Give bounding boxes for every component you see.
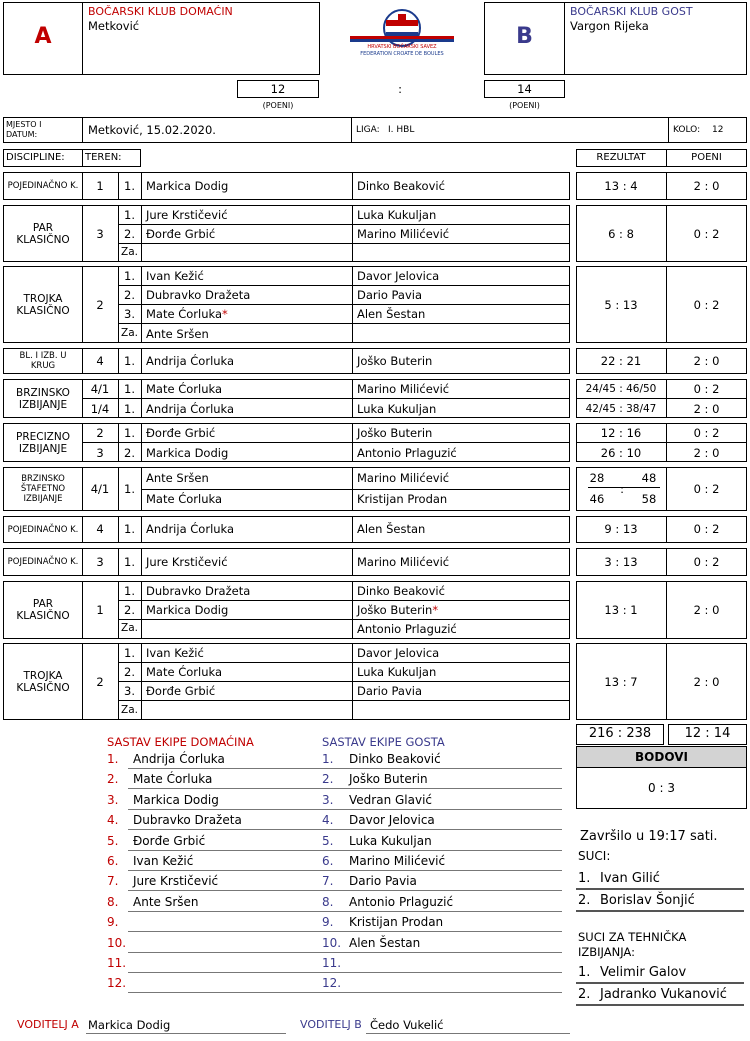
finished-time: Završilo u 19:17 sati.: [580, 829, 718, 844]
roster-player: Markica Dodig: [133, 792, 219, 807]
away-team-title: BOČARSKI KLUB GOST: [570, 5, 693, 18]
roster-underline: [128, 972, 345, 973]
leader-b-label: VODITELJ B: [300, 1018, 362, 1031]
divider: [118, 323, 570, 324]
match-result: 42/45 : 38/47: [585, 403, 657, 415]
divider: [118, 681, 570, 682]
roster-underline: [128, 768, 345, 769]
away-points-caption: (POENI): [509, 101, 540, 110]
judges-label: SUCI:: [578, 849, 611, 863]
court-number: 4/1: [90, 482, 110, 496]
player-number: 1.: [124, 382, 135, 396]
roster-number: 10.: [107, 935, 127, 950]
home-player: Ante Sršen: [146, 471, 209, 485]
divider: [118, 243, 570, 244]
match-points: 0 : 2: [693, 522, 720, 536]
roster-underline: [128, 952, 345, 953]
player-number: 1.: [124, 584, 135, 598]
roster-number: 8.: [322, 894, 334, 909]
points-separator: :: [398, 82, 402, 96]
divider: [118, 662, 570, 663]
match-points: 2 : 0: [693, 675, 720, 689]
roster-number: 2.: [322, 772, 334, 787]
roster-player: Dinko Beaković: [349, 752, 441, 766]
divider: [352, 516, 353, 543]
court-number: 2: [96, 426, 104, 440]
relay-score-home-1: 28: [589, 471, 605, 485]
home-player: Jure Krstičević: [146, 555, 228, 569]
roster-number: 12.: [107, 976, 127, 991]
roster-underline: [344, 972, 562, 973]
leader-a-underline: [86, 1033, 286, 1034]
home-roster-title: SASTAV EKIPE DOMAĆINA: [107, 735, 254, 749]
roster-number: 5.: [107, 833, 119, 848]
divider: [141, 489, 570, 490]
roster-underline: [128, 850, 345, 851]
judge-1-number: 1.: [578, 871, 591, 886]
away-player: Luka Kukuljan: [357, 402, 437, 416]
roster-player: Ante Sršen: [133, 894, 199, 909]
relay-score-away-2: 58: [641, 492, 657, 506]
away-team-name: Vargon Rijeka: [570, 19, 649, 33]
judge-2-number: 2.: [578, 893, 591, 908]
home-player: Dubravko Dražeta: [146, 288, 251, 302]
away-player: [357, 603, 438, 617]
discipline-header: DISCIPLINE:: [6, 152, 65, 163]
logo-text-2: FEDERATION CROATE DE BOULES: [360, 51, 444, 57]
away-player: Kristijan Prodan: [357, 492, 448, 506]
match-result: 13 : 7: [604, 675, 638, 689]
divider: [118, 600, 570, 601]
substitution-mark: *: [432, 603, 439, 617]
roster-player: Antonio Prlaguzić: [349, 894, 454, 909]
away-player: Alen Šestan: [357, 307, 426, 321]
away-player: Marino Milićević: [357, 382, 450, 396]
court-number: 1: [96, 179, 104, 193]
discipline-label: TROJKA KLASIČNO: [16, 669, 70, 694]
roster-player: Andrija Ćorluka: [133, 752, 225, 766]
court-number: 4: [96, 354, 104, 368]
relay-separator: :: [620, 482, 624, 496]
bodovi-label: BODOVI: [577, 747, 746, 767]
round-label: KOLO:: [673, 125, 701, 135]
player-number: 3.: [124, 684, 135, 698]
tech-judges-label-1: SUCI ZA TEHNIČKA: [578, 930, 687, 944]
roster-number: 1.: [107, 752, 119, 766]
player-number: 1.: [124, 522, 135, 536]
player-number: 1.: [124, 482, 135, 496]
divider: [352, 172, 353, 200]
court-number: 4/1: [90, 382, 110, 396]
place-value: Metković, 15.02.2020.: [88, 123, 216, 137]
home-team-name: Metković: [88, 19, 140, 33]
match-points: 0 : 2: [693, 298, 720, 312]
divider: [141, 205, 142, 262]
judge-underline: [576, 910, 744, 912]
roster-number: 3.: [107, 792, 119, 807]
match-result: 9 : 13: [604, 522, 638, 536]
match-points: 2 : 0: [693, 603, 720, 617]
home-player: Ivan Kežić: [146, 269, 204, 283]
match-points: 2 : 0: [693, 402, 720, 416]
match-result: 26 : 10: [600, 446, 642, 460]
away-player: Marino Milićević: [357, 555, 450, 569]
divider: [82, 442, 570, 443]
home-player: Andrija Ćorluka: [146, 402, 235, 416]
court-number: 4: [96, 522, 104, 536]
away-player: Luka Kukuljan: [357, 665, 437, 679]
divider: [141, 172, 142, 200]
player-number: 1.: [124, 402, 135, 416]
court-number: 2: [96, 298, 104, 312]
roster-number: 3.: [322, 792, 334, 807]
match-result: 13 : 1: [604, 603, 638, 617]
match-result: 12 : 16: [600, 426, 642, 440]
away-player: Dinko Beaković: [357, 179, 445, 193]
roster-number: 10.: [322, 935, 342, 950]
discipline-label: PAR KLASIČNO: [16, 598, 70, 622]
divider: [576, 442, 747, 443]
match-points: 0 : 2: [693, 227, 720, 241]
roster-player: Kristijan Prodan: [349, 915, 444, 930]
roster-number: 6.: [322, 854, 334, 868]
divider: [576, 767, 747, 768]
home-points: 12: [270, 82, 286, 96]
roster-player: Vedran Glavić: [349, 792, 433, 807]
tech-judge-2: Jadranko Vukanović: [600, 987, 727, 1002]
discipline-label: BRZINSKO ŠTAFETNO IZBIJANJE: [20, 474, 66, 504]
player-number: 3.: [124, 307, 135, 321]
judge-underline: [576, 888, 744, 890]
roster-number: 2.: [107, 772, 119, 787]
away-player: Davor Jelovica: [357, 269, 440, 283]
tech-judge-1: Velimir Galov: [600, 965, 687, 980]
roster-number: 12.: [322, 976, 342, 991]
roster-player: Alen Šestan: [349, 935, 421, 950]
court-number: 2: [96, 675, 104, 689]
discipline-label: BL. I IZB. U KRUG: [19, 351, 67, 371]
roster-underline: [344, 809, 562, 810]
divider: [352, 348, 353, 374]
court-number: 1/4: [90, 402, 110, 416]
roster-number: 6.: [107, 854, 119, 868]
roster-number: 7.: [107, 874, 119, 889]
leader-a-label: VODITELJ A: [17, 1018, 79, 1031]
leader-a: Markica Dodig: [88, 1018, 171, 1032]
player-number: 2.: [124, 665, 135, 679]
player-number: Za.: [121, 246, 138, 258]
divider: [118, 285, 570, 286]
divider: [141, 516, 142, 543]
away-letter: B: [516, 24, 533, 49]
away-player: Antonio Prlaguzić: [357, 446, 457, 460]
roster-underline: [128, 931, 345, 932]
away-points: 14: [517, 82, 532, 96]
player-number: 1.: [124, 179, 135, 193]
discipline-label: BRZINSKO IZBIJANJE: [16, 386, 70, 411]
home-player: Markica Dodig: [146, 446, 229, 460]
away-player: Dinko Beaković: [357, 584, 445, 598]
divider: [141, 581, 142, 639]
roster-underline: [344, 911, 562, 912]
match-result: 5 : 13: [604, 298, 638, 312]
roster-player: Marino Milićević: [349, 854, 446, 868]
round-value: 12: [712, 125, 724, 135]
info-divider-2: [351, 117, 352, 143]
place-label: MJESTO I DATUM:: [6, 120, 42, 139]
roster-player: Davor Jelovica: [349, 813, 435, 828]
relay-score-home-2: 46: [589, 492, 605, 506]
home-player: Đorđe Grbić: [146, 227, 216, 241]
federation-logo: [346, 6, 458, 66]
away-player: Joško Buterin: [357, 426, 433, 440]
roster-number: 5.: [322, 833, 334, 848]
roster-number: 11.: [322, 956, 342, 970]
player-number: 1.: [124, 646, 135, 660]
player-name: Joško Buterin: [357, 603, 433, 617]
divider: [118, 304, 570, 305]
roster-player: Luka Kukuljan: [349, 833, 432, 848]
match-points: 0 : 2: [693, 482, 720, 496]
match-result: 22 : 21: [600, 354, 642, 368]
home-player: Đorđe Grbić: [146, 684, 216, 698]
match-result: 3 : 13: [604, 555, 638, 569]
home-player: Andrija Ćorluka: [146, 522, 235, 536]
match-result: 6 : 8: [608, 227, 634, 241]
home-player: Andrija Ćorluka: [146, 354, 235, 368]
roster-player: Jure Krstičević: [133, 874, 219, 889]
player-number: 2.: [124, 603, 135, 617]
tech-judge-2-number: 2.: [578, 987, 591, 1002]
home-points-caption: (POENI): [262, 101, 294, 110]
roster-underline: [128, 870, 345, 871]
roster-underline: [128, 829, 345, 830]
player-number: Za.: [121, 622, 138, 634]
roster-player: Ivan Kežić: [133, 854, 194, 868]
home-substitute: Ante Sršen: [146, 327, 209, 341]
tech-judges-label-2: IZBIJANJA:: [578, 945, 635, 959]
divider: [141, 548, 142, 576]
player-number: 1.: [124, 354, 135, 368]
player-name: Mate Ćorluka: [146, 307, 222, 321]
substitution-mark: *: [222, 307, 228, 321]
judge-1: Ivan Gilić: [600, 871, 660, 886]
away-player: Marino Milićević: [357, 471, 450, 485]
league-value: I. HBL: [388, 125, 415, 135]
player-number: Za.: [121, 327, 138, 339]
roster-underline: [128, 788, 345, 789]
match-points: 2 : 0: [693, 354, 720, 368]
away-player: Luka Kukuljan: [357, 208, 437, 222]
roster-underline: [344, 788, 562, 789]
player-number: 1.: [124, 269, 135, 283]
league-label: LIGA:: [356, 125, 380, 135]
roster-number: 8.: [107, 894, 119, 909]
roster-number: 7.: [322, 874, 334, 889]
points-header: POENI: [691, 152, 722, 163]
roster-player: Đorđe Grbić: [133, 833, 206, 848]
info-divider-1: [82, 117, 83, 143]
match-points: 0 : 2: [693, 426, 720, 440]
roster-number: 4.: [322, 813, 334, 828]
roster-underline: [344, 890, 562, 891]
total-points: 12 : 14: [684, 726, 731, 741]
divider: [352, 581, 353, 639]
divider: [352, 548, 353, 576]
roster-underline: [344, 992, 562, 993]
roster-number: 9.: [107, 915, 119, 930]
roster-number: 9.: [322, 915, 334, 930]
judge-2: Borislav Šonjić: [600, 893, 695, 908]
roster-underline: [344, 870, 562, 871]
match-result: 24/45 : 46/50: [585, 383, 657, 395]
divider: [82, 398, 570, 399]
court-number: 3: [96, 446, 104, 460]
roster-underline: [344, 829, 562, 830]
match-points: 2 : 0: [693, 446, 720, 460]
bodovi-value: 0 : 3: [648, 781, 675, 795]
roster-player: Dario Pavia: [349, 874, 417, 889]
home-team-title: BOČARSKI KLUB DOMAĆIN: [88, 5, 233, 18]
player-number: 1.: [124, 426, 135, 440]
divider: [352, 205, 353, 262]
home-player: Đorđe Grbić: [146, 426, 216, 440]
home-player: [146, 307, 228, 321]
court-number: 3: [96, 555, 104, 569]
home-player: Mate Ćorluka: [146, 665, 222, 679]
match-points: 0 : 2: [693, 555, 720, 569]
player-number: 2.: [124, 288, 135, 302]
roster-number: 11.: [107, 956, 127, 970]
roster-underline: [128, 992, 345, 993]
header-divider: [82, 149, 83, 167]
home-player: Markica Dodig: [146, 179, 229, 193]
relay-score-away-1: 48: [641, 471, 657, 485]
home-player: Jure Krstičević: [146, 208, 228, 222]
home-player: Dubravko Dražeta: [146, 584, 251, 598]
total-result: 216 : 238: [588, 726, 652, 741]
tech-judge-1-number: 1.: [578, 965, 591, 980]
roster-player: Joško Buterin: [349, 772, 428, 787]
away-player: Joško Buterin: [357, 354, 433, 368]
court-header: TEREN:: [85, 152, 122, 163]
divider: [118, 700, 570, 701]
away-substitute: Antonio Prlaguzić: [357, 622, 457, 636]
home-player: Mate Ćorluka: [146, 382, 222, 396]
home-letter: A: [34, 24, 52, 49]
roster-number: 1.: [322, 752, 334, 766]
divider: [118, 619, 570, 620]
away-player: Dario Pavia: [357, 288, 423, 302]
roster-underline: [128, 809, 345, 810]
home-player: Mate Ćorluka: [146, 492, 222, 506]
divider: [576, 398, 747, 399]
divider: [118, 224, 570, 225]
home-player: Ivan Kežić: [146, 646, 204, 660]
discipline-label: PRECIZNO IZBIJANJE: [15, 430, 70, 455]
player-number: 1.: [124, 555, 135, 569]
away-player: Alen Šestan: [357, 522, 426, 536]
match-result: 13 : 4: [604, 179, 638, 193]
divider: [141, 348, 142, 374]
judge-underline: [576, 1004, 744, 1006]
leader-b: Čedo Vukelić: [370, 1018, 444, 1032]
away-player: Dario Pavia: [357, 684, 423, 698]
court-number: 1: [96, 603, 104, 617]
leader-b-underline: [366, 1033, 570, 1034]
roster-underline: [344, 850, 562, 851]
roster-underline: [128, 890, 345, 891]
player-number: 1.: [124, 208, 135, 222]
away-player: Marino Milićević: [357, 227, 450, 241]
discipline-label: POJEDINAČNO K.: [7, 524, 79, 535]
away-roster-title: SASTAV EKIPE GOSTA: [322, 735, 445, 749]
roster-underline: [344, 952, 562, 953]
roster-player: Mate Ćorluka: [133, 772, 213, 787]
roster-underline: [344, 931, 562, 932]
roster-player: Dubravko Dražeta: [133, 813, 242, 828]
roster-number: 4.: [107, 813, 119, 828]
player-number: Za.: [121, 704, 138, 716]
result-header: REZULTAT: [596, 152, 646, 163]
roster-underline: [344, 768, 562, 769]
roster-underline: [128, 911, 345, 912]
judge-underline: [576, 982, 744, 984]
match-points: 2 : 0: [693, 179, 720, 193]
discipline-label: POJEDINAČNO K.: [7, 557, 79, 567]
discipline-label: TROJKA KLASIČNO: [16, 292, 70, 317]
logo-text-1: HRVATSKI BOČARSKI SAVEZ: [367, 44, 437, 50]
discipline-label: PAR KLASIČNO: [16, 221, 70, 246]
info-divider-3: [668, 117, 669, 143]
away-player: Davor Jelovica: [357, 646, 440, 660]
player-number: 2.: [124, 227, 135, 241]
home-player: Markica Dodig: [146, 603, 229, 617]
discipline-label: POJEDINAČNO K.: [7, 181, 79, 191]
player-number: 2.: [124, 446, 135, 460]
court-number: 3: [96, 227, 104, 241]
match-points: 0 : 2: [693, 382, 720, 396]
